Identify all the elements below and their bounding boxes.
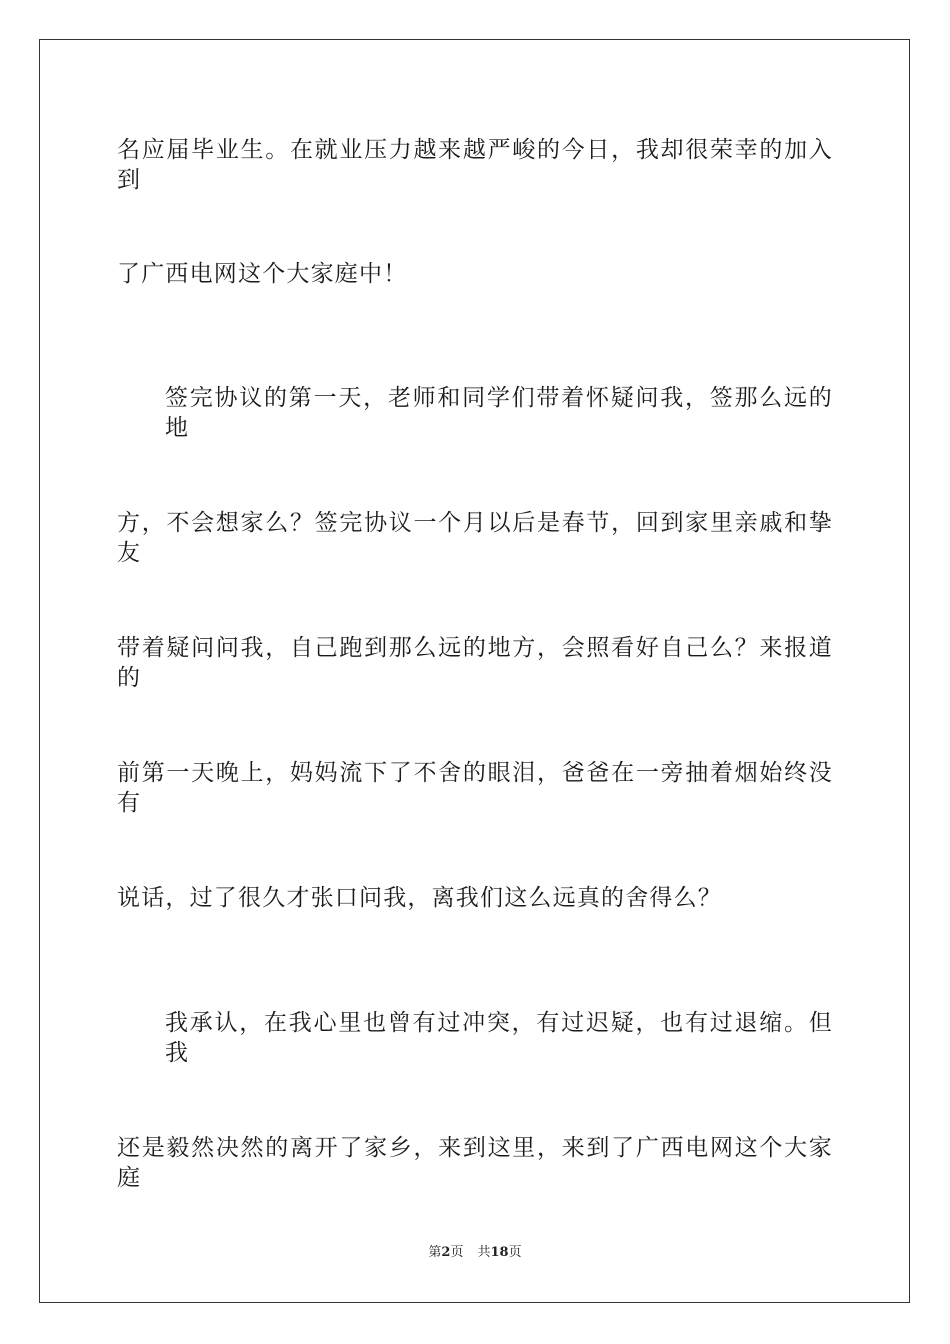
text-line-3: 签完协议的第一天，老师和同学们带着怀疑问我，签那么远的地 <box>165 385 833 441</box>
total-suffix: 页 <box>508 1245 522 1260</box>
page-number: 2 <box>441 1245 451 1260</box>
text-line-4: 方，不会想家么？签完协议一个月以后是春节，回到家里亲戚和挚友 <box>117 510 833 566</box>
total-prefix: 共 <box>477 1245 491 1260</box>
page-footer <box>0 1244 950 1262</box>
text-line-8: 我承认，在我心里也曾有过冲突，有过迟疑，也有过退缩。但我 <box>165 1010 833 1066</box>
text-line-7: 说话，过了很久才张口问我，离我们这么远真的舍得么？ <box>117 885 722 911</box>
page-suffix: 页 <box>450 1245 464 1260</box>
text-line-5: 带着疑问问我，自己跑到那么远的地方，会照看好自己么？来报道的 <box>117 635 833 691</box>
page-prefix: 第 <box>428 1245 442 1260</box>
total-pages: 18 <box>490 1245 509 1260</box>
text-line-2: 了广西电网这个大家庭中！ <box>117 261 408 287</box>
text-line-6: 前第一天晚上，妈妈流下了不舍的眼泪，爸爸在一旁抽着烟始终没有 <box>117 760 833 816</box>
text-line-9: 还是毅然决然的离开了家乡，来到这里，来到了广西电网这个大家庭 <box>117 1135 833 1191</box>
text-line-1: 名应届毕业生。在就业压力越来越严峻的今日，我却很荣幸的加入到 <box>117 137 833 193</box>
